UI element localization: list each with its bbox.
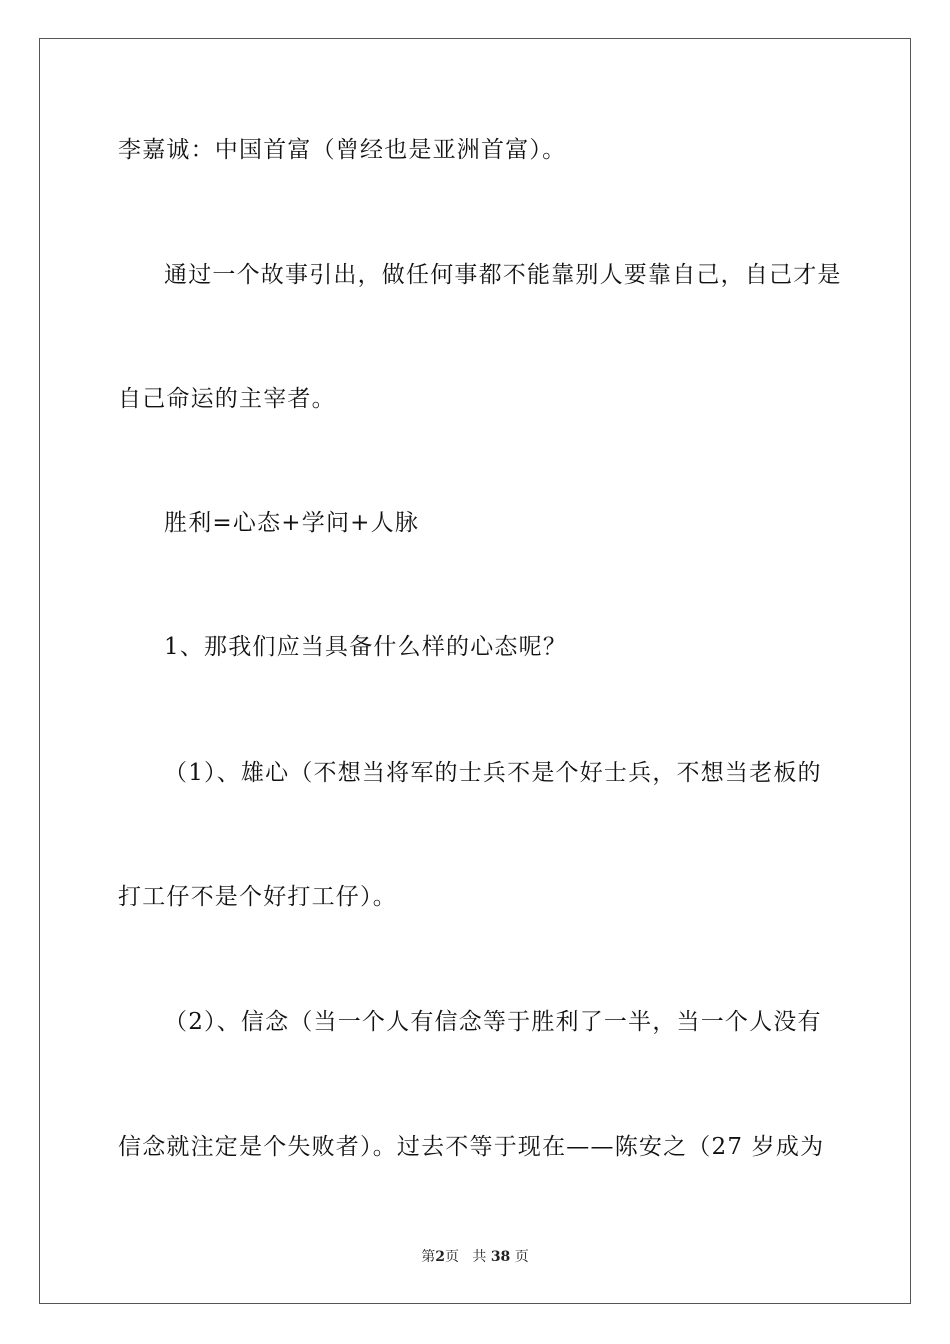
footer-page-suffix: 页 xyxy=(445,1249,459,1265)
body-line-1: 李嘉诚：中国首富（曾经也是亚洲首富）。 xyxy=(118,137,567,163)
body-line-3: 自己命运的主宰者。 xyxy=(118,386,336,412)
footer-page-number: 2 xyxy=(435,1249,445,1265)
footer-total-prefix: 共 xyxy=(472,1249,487,1265)
body-line-4: 胜利=心态+学问+人脉 xyxy=(164,510,420,536)
body-line-7: 打工仔不是个好打工仔）。 xyxy=(118,884,397,910)
body-line-6: （1）、雄心（不想当将军的士兵不是个好士兵，不想当老板的 xyxy=(164,760,822,786)
page-footer xyxy=(0,1248,950,1266)
footer-page-prefix: 第 xyxy=(421,1249,436,1265)
body-line-8: （2）、信念（当一个人有信念等于胜利了一半，当一个人没有 xyxy=(164,1009,822,1035)
footer-total-pages: 38 xyxy=(490,1249,511,1265)
page-border xyxy=(39,38,911,1304)
footer-total-suffix: 页 xyxy=(514,1249,529,1265)
body-line-5: 1、那我们应当具备什么样的心态呢？ xyxy=(164,634,568,660)
body-line-9: 信念就注定是个失败者）。过去不等于现在——陈安之（27 岁成为 xyxy=(118,1134,825,1160)
body-line-2: 通过一个故事引出，做任何事都不能靠别人要靠自己，自己才是 xyxy=(164,262,842,288)
